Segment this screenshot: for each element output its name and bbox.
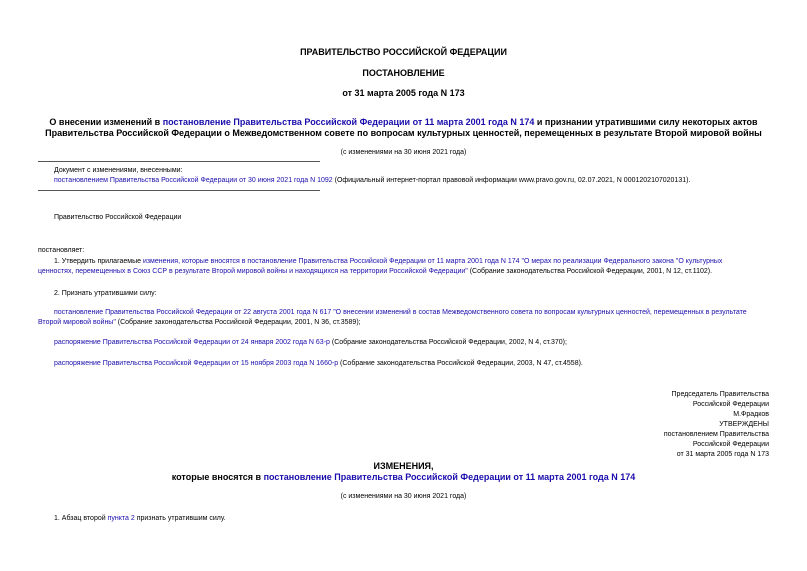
approved-by-1: постановлением Правительства (663, 431, 769, 438)
document-title-line2: Правительства Российской Федерации о Межведомственном совете по вопросам культурных ценностей, перемещенных в результате Второй мировой войны (45, 128, 762, 138)
repeal-link-1660r[interactable]: распоряжение Правительства Российской Федерации от 15 ноября 2003 года N 1660-р (54, 360, 339, 367)
annex-subtitle (0, 472, 807, 482)
changes-box-top-rule (38, 161, 320, 162)
repeal-source-617: (Собрание законодательства Российской Федерации, 2001, N 36, ст.3589); (115, 319, 361, 326)
annex-link-resolution-174[interactable]: постановление Правительства Российской Федерации от 11 марта 2001 года N 174 (263, 472, 636, 482)
p1-source: (Собрание законодательства Российской Федерации, 2001, N 12, ст.1102). (467, 268, 713, 275)
changes-link-1092[interactable]: постановлением Правительства Российской Федерации от 30 июня 2021 года N 1092 (54, 177, 333, 184)
annex-subtitle-prefix: которые вносятся в (171, 472, 264, 482)
signer-title-1: Председатель Правительства (671, 391, 769, 398)
approved-by-2: Российской Федерации (692, 441, 769, 448)
repeal-source-1660r: (Собрание законодательства Российской Федерации, 2003, N 47, ст.4558). (338, 360, 583, 367)
title-suffix: и признании утратившими силу некоторых актов (534, 117, 758, 127)
paragraph-1 (38, 257, 771, 267)
issuer: Правительство Российской Федерации (54, 214, 182, 221)
title-link-resolution-174[interactable]: постановление Правительства Российской Федерации от 11 марта 2001 года N 174 (162, 117, 535, 127)
document-title-line1 (0, 117, 807, 127)
edition-note: (с изменениями на 30 июня 2021 года) (340, 149, 467, 156)
changes-box-entry (54, 177, 690, 184)
approved-label: УТВЕРЖДЕНЫ (719, 421, 769, 428)
repeal-item-1 (38, 308, 771, 318)
annex-title: ИЗМЕНЕНИЯ, (373, 461, 434, 471)
changes-box-bottom-rule (38, 190, 320, 191)
repeal-source-63r: (Собрание законодательства Российской Федерации, 2002, N 4, ст.370); (329, 339, 567, 346)
title-prefix: О внесении изменений в (49, 117, 163, 127)
repeal-link-63r[interactable]: распоряжение Правительства Российской Федерации от 24 января 2002 года N 63-р (54, 339, 330, 346)
repeal-link-617-cont[interactable]: Второй мировой войны" (38, 319, 116, 326)
annex-item-1 (54, 515, 226, 522)
changes-source: (Официальный интернет-портал правовой информации www.pravo.gov.ru, 02.07.2021, N 0001202107020131). (332, 177, 691, 184)
paragraph-1-line2 (38, 267, 771, 277)
decides: постановляет: (38, 247, 85, 254)
p1-link-changes[interactable]: изменения, которые вносятся в постановление Правительства Российской Федерации от 11 марта 2001 года N 174 "О мерах по реализации Федерального закона "О культурных (142, 258, 723, 265)
changes-box-label: Документ с изменениями, внесенными: (54, 167, 183, 174)
repeal-item-3 (54, 360, 583, 367)
paragraph-2: 2. Признать утратившими силу: (54, 290, 157, 297)
annex-edition-note: (с изменениями на 30 июня 2021 года) (340, 493, 467, 500)
p1-link-changes-cont[interactable]: ценностях, перемещенных в Союз ССР в результате Второй мировой войны и находящихся на территории Российской Федерации" (38, 268, 468, 275)
repeal-item-2 (54, 339, 567, 346)
annex-item-1-prefix: 1. Абзац второй (54, 515, 108, 522)
repeal-link-617[interactable]: постановление Правительства Российской Федерации от 22 августа 2001 года N 617 "О внесении изменений в состав Межведомственного совета по вопросам культурных ценностей, перемещенных в результате (54, 309, 747, 316)
document-date: от 31 марта 2005 года N 173 (342, 88, 465, 98)
annex-link-point-2[interactable]: пункта 2 (107, 515, 135, 522)
approved-date: от 31 марта 2005 года N 173 (676, 451, 769, 458)
repeal-item-1-line2 (38, 318, 771, 328)
signer-title-2: Российской Федерации (692, 401, 769, 408)
annex-item-1-suffix: признать утратившим силу. (134, 515, 226, 522)
government-heading: ПРАВИТЕЛЬСТВО РОССИЙСКОЙ ФЕДЕРАЦИИ (300, 47, 507, 57)
p1-lead: 1. Утвердить прилагаемые (54, 258, 143, 265)
document-type: ПОСТАНОВЛЕНИЕ (362, 68, 445, 78)
signature-block (560, 390, 769, 460)
signer-name: М.Фрадков (733, 411, 769, 418)
